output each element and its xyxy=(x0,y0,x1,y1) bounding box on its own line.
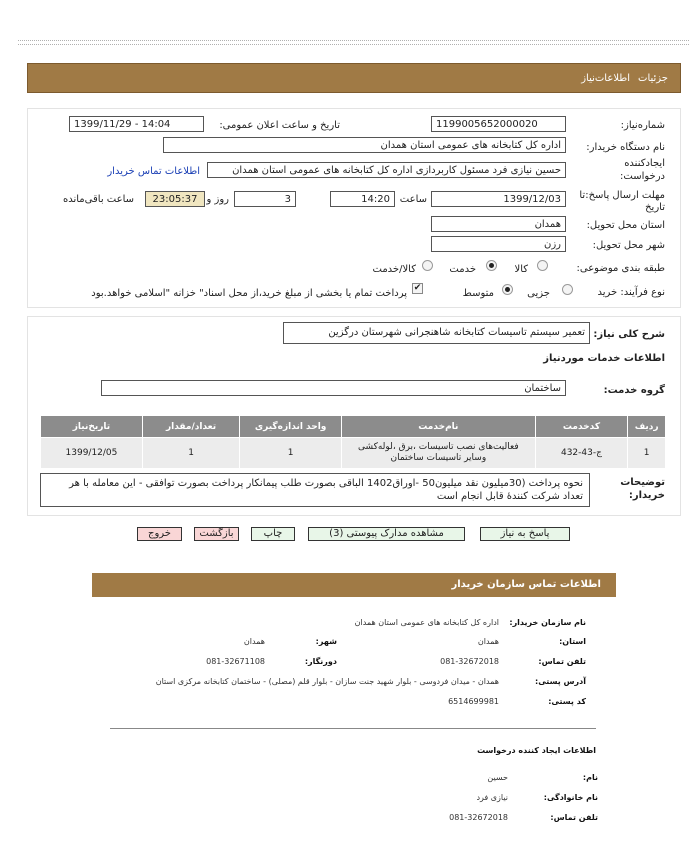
creator-info-title: اطلاعات ایجاد کننده درخواست xyxy=(477,746,596,755)
postal-code-value: 6514699981 xyxy=(448,697,499,706)
fax-label: دورنگار: xyxy=(304,657,337,666)
col-need-date: تاریخ‌نیاز xyxy=(41,416,143,438)
creator-family-label: نام خانوادگی: xyxy=(543,793,598,802)
province-label: استان محل تحویل: xyxy=(586,220,665,231)
exit-button[interactable]: خروج xyxy=(137,527,182,541)
col-quantity: تعداد/مقدار xyxy=(142,416,239,438)
creator-family-value: نیازی فرد xyxy=(476,793,508,802)
phone-label: تلفن تماس: xyxy=(538,657,586,666)
creator-label-2: درخواست: xyxy=(620,171,665,182)
attachments-button[interactable]: مشاهده مدارک پیوستی (3) xyxy=(308,527,465,541)
province-contact-label: استان: xyxy=(559,637,586,646)
table-header-row xyxy=(41,416,666,438)
buyer-name-label: نام دستگاه خریدار: xyxy=(586,142,665,153)
buyer-notes-label: توضیحات xyxy=(620,477,665,488)
fax-value: 081-32671108 xyxy=(206,657,265,666)
col-service-code: کدخدمت xyxy=(535,416,628,438)
org-name-label: نام سازمان خریدار: xyxy=(509,618,586,627)
service-group-field[interactable]: ساختمان xyxy=(101,380,566,396)
cell-need-date: 1399/12/05 xyxy=(41,438,143,469)
process-medium-label: متوسط xyxy=(462,288,494,299)
category-label: طبقه بندی موضوعی: xyxy=(576,263,665,274)
category-both-label: کالا/خدمت xyxy=(372,264,416,275)
postal-code-label: کد پستی: xyxy=(548,697,586,706)
hour-label: ساعت xyxy=(399,194,427,205)
summary-field[interactable]: تعمیر سیستم تاسیسات کتابخانه شاهنجرانی شهرستان درگزین xyxy=(283,322,590,344)
city-contact-label: شهر: xyxy=(315,637,337,646)
city-field[interactable]: رزن xyxy=(431,236,566,252)
contact-divider xyxy=(110,728,596,729)
table-row[interactable] xyxy=(41,438,666,469)
tab-bar xyxy=(27,63,681,93)
col-unit: واحد اندازه‌گیری xyxy=(240,416,342,438)
deadline-date-field[interactable]: 1399/12/03 xyxy=(431,191,566,207)
buyer-contact-link[interactable]: اطلاعات تماس خریدار xyxy=(107,166,200,177)
summary-label: شرح کلی نیاز: xyxy=(593,329,665,340)
deadline-label: مهلت ارسال پاسخ:تا xyxy=(579,190,665,201)
announce-label: تاریخ و ساعت اعلان عمومی: xyxy=(219,120,340,131)
process-partial-radio[interactable] xyxy=(562,284,573,295)
need-number-label: شماره‌نیاز: xyxy=(620,120,665,131)
top-separator xyxy=(18,40,689,41)
col-service-name: نام‌خدمت xyxy=(342,416,535,438)
phone-value: 081-32672018 xyxy=(440,657,499,666)
buyer-contact-header: اطلاعات تماس سازمان خریدار xyxy=(92,573,616,597)
cell-service-name: فعالیت‌های نصب تاسیسات ،برق ،لوله‌کشی وسایر تاسیسات ساختمان xyxy=(342,438,535,469)
creator-field[interactable]: حسین نیازی فرد مسئول کاربردازی اداره کل کتابخانه های عمومی استان همدان xyxy=(207,162,566,178)
city-contact-value: همدان xyxy=(243,637,265,646)
announce-field[interactable]: 1399/11/29 - 14:04 xyxy=(69,116,204,132)
days-field[interactable]: 3 xyxy=(234,191,296,207)
services-table xyxy=(40,415,666,469)
cell-unit: 1 xyxy=(240,438,342,469)
tab-need-info[interactable]: اطلاعات‌نیاز xyxy=(581,72,631,84)
days-label: روز و xyxy=(206,194,229,205)
creator-label: ایجادکننده xyxy=(624,158,665,169)
service-group-label: گروه خدمت: xyxy=(603,385,665,396)
creator-name-label: نام: xyxy=(582,773,598,782)
deadline-label-2: تاریخ xyxy=(645,202,665,213)
category-service-label: خدمت xyxy=(449,264,476,275)
services-title: اطلاعات خدمات موردنیاز xyxy=(543,353,665,364)
cell-service-code: ج-43-432 xyxy=(535,438,628,469)
cell-row: 1 xyxy=(628,438,666,469)
cell-quantity: 1 xyxy=(142,438,239,469)
org-name-value: اداره کل کتابخانه های عمومی استان همدان xyxy=(354,618,499,627)
tab-details[interactable]: جزئیات xyxy=(638,72,668,84)
address-label: آدرس پستی: xyxy=(535,677,586,686)
process-partial-label: جزیی xyxy=(527,288,550,299)
remaining-time-field: 23:05:37 xyxy=(145,191,205,207)
city-label: شهر محل تحویل: xyxy=(592,240,665,251)
address-value: همدان - میدان فردوسی - بلوار شهید جنت سازان - بلوار قلم (مصلی) - ساختمان کتابخانه مرکزی استان xyxy=(155,677,499,686)
category-service-radio[interactable] xyxy=(486,260,497,271)
need-number-field[interactable]: 1199005652000020 xyxy=(431,116,566,132)
back-button[interactable]: بازگشت xyxy=(194,527,239,541)
treasury-checkbox[interactable]: ✔ xyxy=(413,283,422,293)
col-row: ردیف xyxy=(628,416,666,438)
category-goods-label: کالا xyxy=(514,264,528,275)
process-medium-radio[interactable] xyxy=(502,284,513,295)
remaining-label: ساعت باقی‌مانده xyxy=(62,194,134,205)
buyer-name-field[interactable]: اداره کل کتابخانه های عمومی استان همدان xyxy=(163,137,566,153)
reply-button[interactable]: پاسخ به نیاز xyxy=(480,527,570,541)
province-contact-value: همدان xyxy=(477,637,499,646)
deadline-hour-field[interactable]: 14:20 xyxy=(330,191,395,207)
province-field[interactable]: همدان xyxy=(431,216,566,232)
category-both-radio[interactable] xyxy=(422,260,433,271)
process-type-label: نوع فرآیند: خرید xyxy=(597,287,665,298)
top-separator-2 xyxy=(18,44,689,45)
buyer-notes-field[interactable]: نحوه پرداخت (30میلیون نقد میلیون50 -اوراق1402 الباقی بصورت طلب پیمانکار پرداخت بصورت توافقی - این معامله با هر تعداد شرکت کنندهٔ قابل انجام است xyxy=(40,473,590,507)
creator-phone-value: 081-32672018 xyxy=(449,813,508,822)
category-goods-radio[interactable] xyxy=(537,260,548,271)
creator-name-value: حسین xyxy=(487,773,508,782)
creator-phone-label: تلفن تماس: xyxy=(550,813,598,822)
buyer-notes-label-2: خریدار: xyxy=(628,490,665,501)
treasury-note: پرداخت تمام یا بخشی از مبلغ خرید،از محل اسناد" خزانه "اسلامی خواهد.بود xyxy=(91,288,407,299)
print-button[interactable]: چاپ xyxy=(251,527,295,541)
